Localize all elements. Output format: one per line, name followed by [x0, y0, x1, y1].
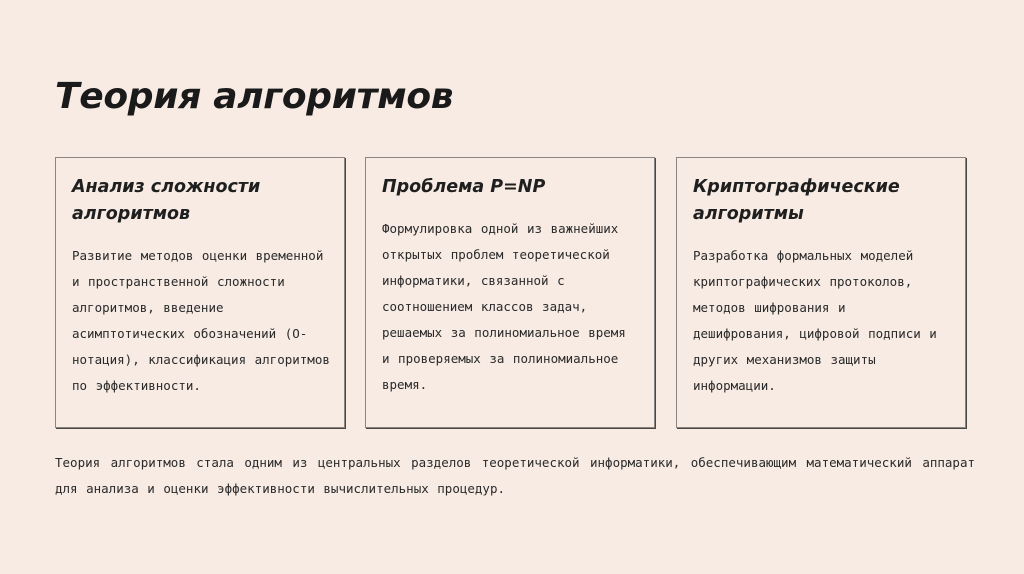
card-title: Проблема P=NP	[382, 177, 546, 197]
card-cryptographic-algorithms	[676, 157, 966, 428]
footer-paragraph: Теория алгоритмов стала одним из центральных разделов теоретической информатики, обеспечивающим математический аппарат для анализа и оценки эффективности вычислительных процедур.	[55, 455, 975, 496]
card-title: Анализ сложности алгоритмов	[72, 177, 261, 224]
card-description: Формулировка одной из важнейших открытых проблем теоретической информатики, связанной с соотношением классов задач, решаемых за полиномиальное время и проверяемых за полиномиальное время.	[382, 221, 626, 392]
card-description: Развитие методов оценки временной и пространственной сложности алгоритмов, введение асимптотических обозначений (O-нотация), классификация алгоритмов по эффективности.	[72, 248, 330, 393]
card-complexity-analysis	[55, 157, 345, 428]
card-description: Разработка формальных моделей криптографических протоколов, методов шифрования и дешифрования, цифровой подписи и других механизмов защиты информации.	[693, 248, 937, 393]
card-p-np-problem	[365, 157, 655, 428]
card-title: Криптографические алгоритмы	[693, 177, 900, 224]
page-title: Теория алгоритмов	[55, 76, 454, 117]
